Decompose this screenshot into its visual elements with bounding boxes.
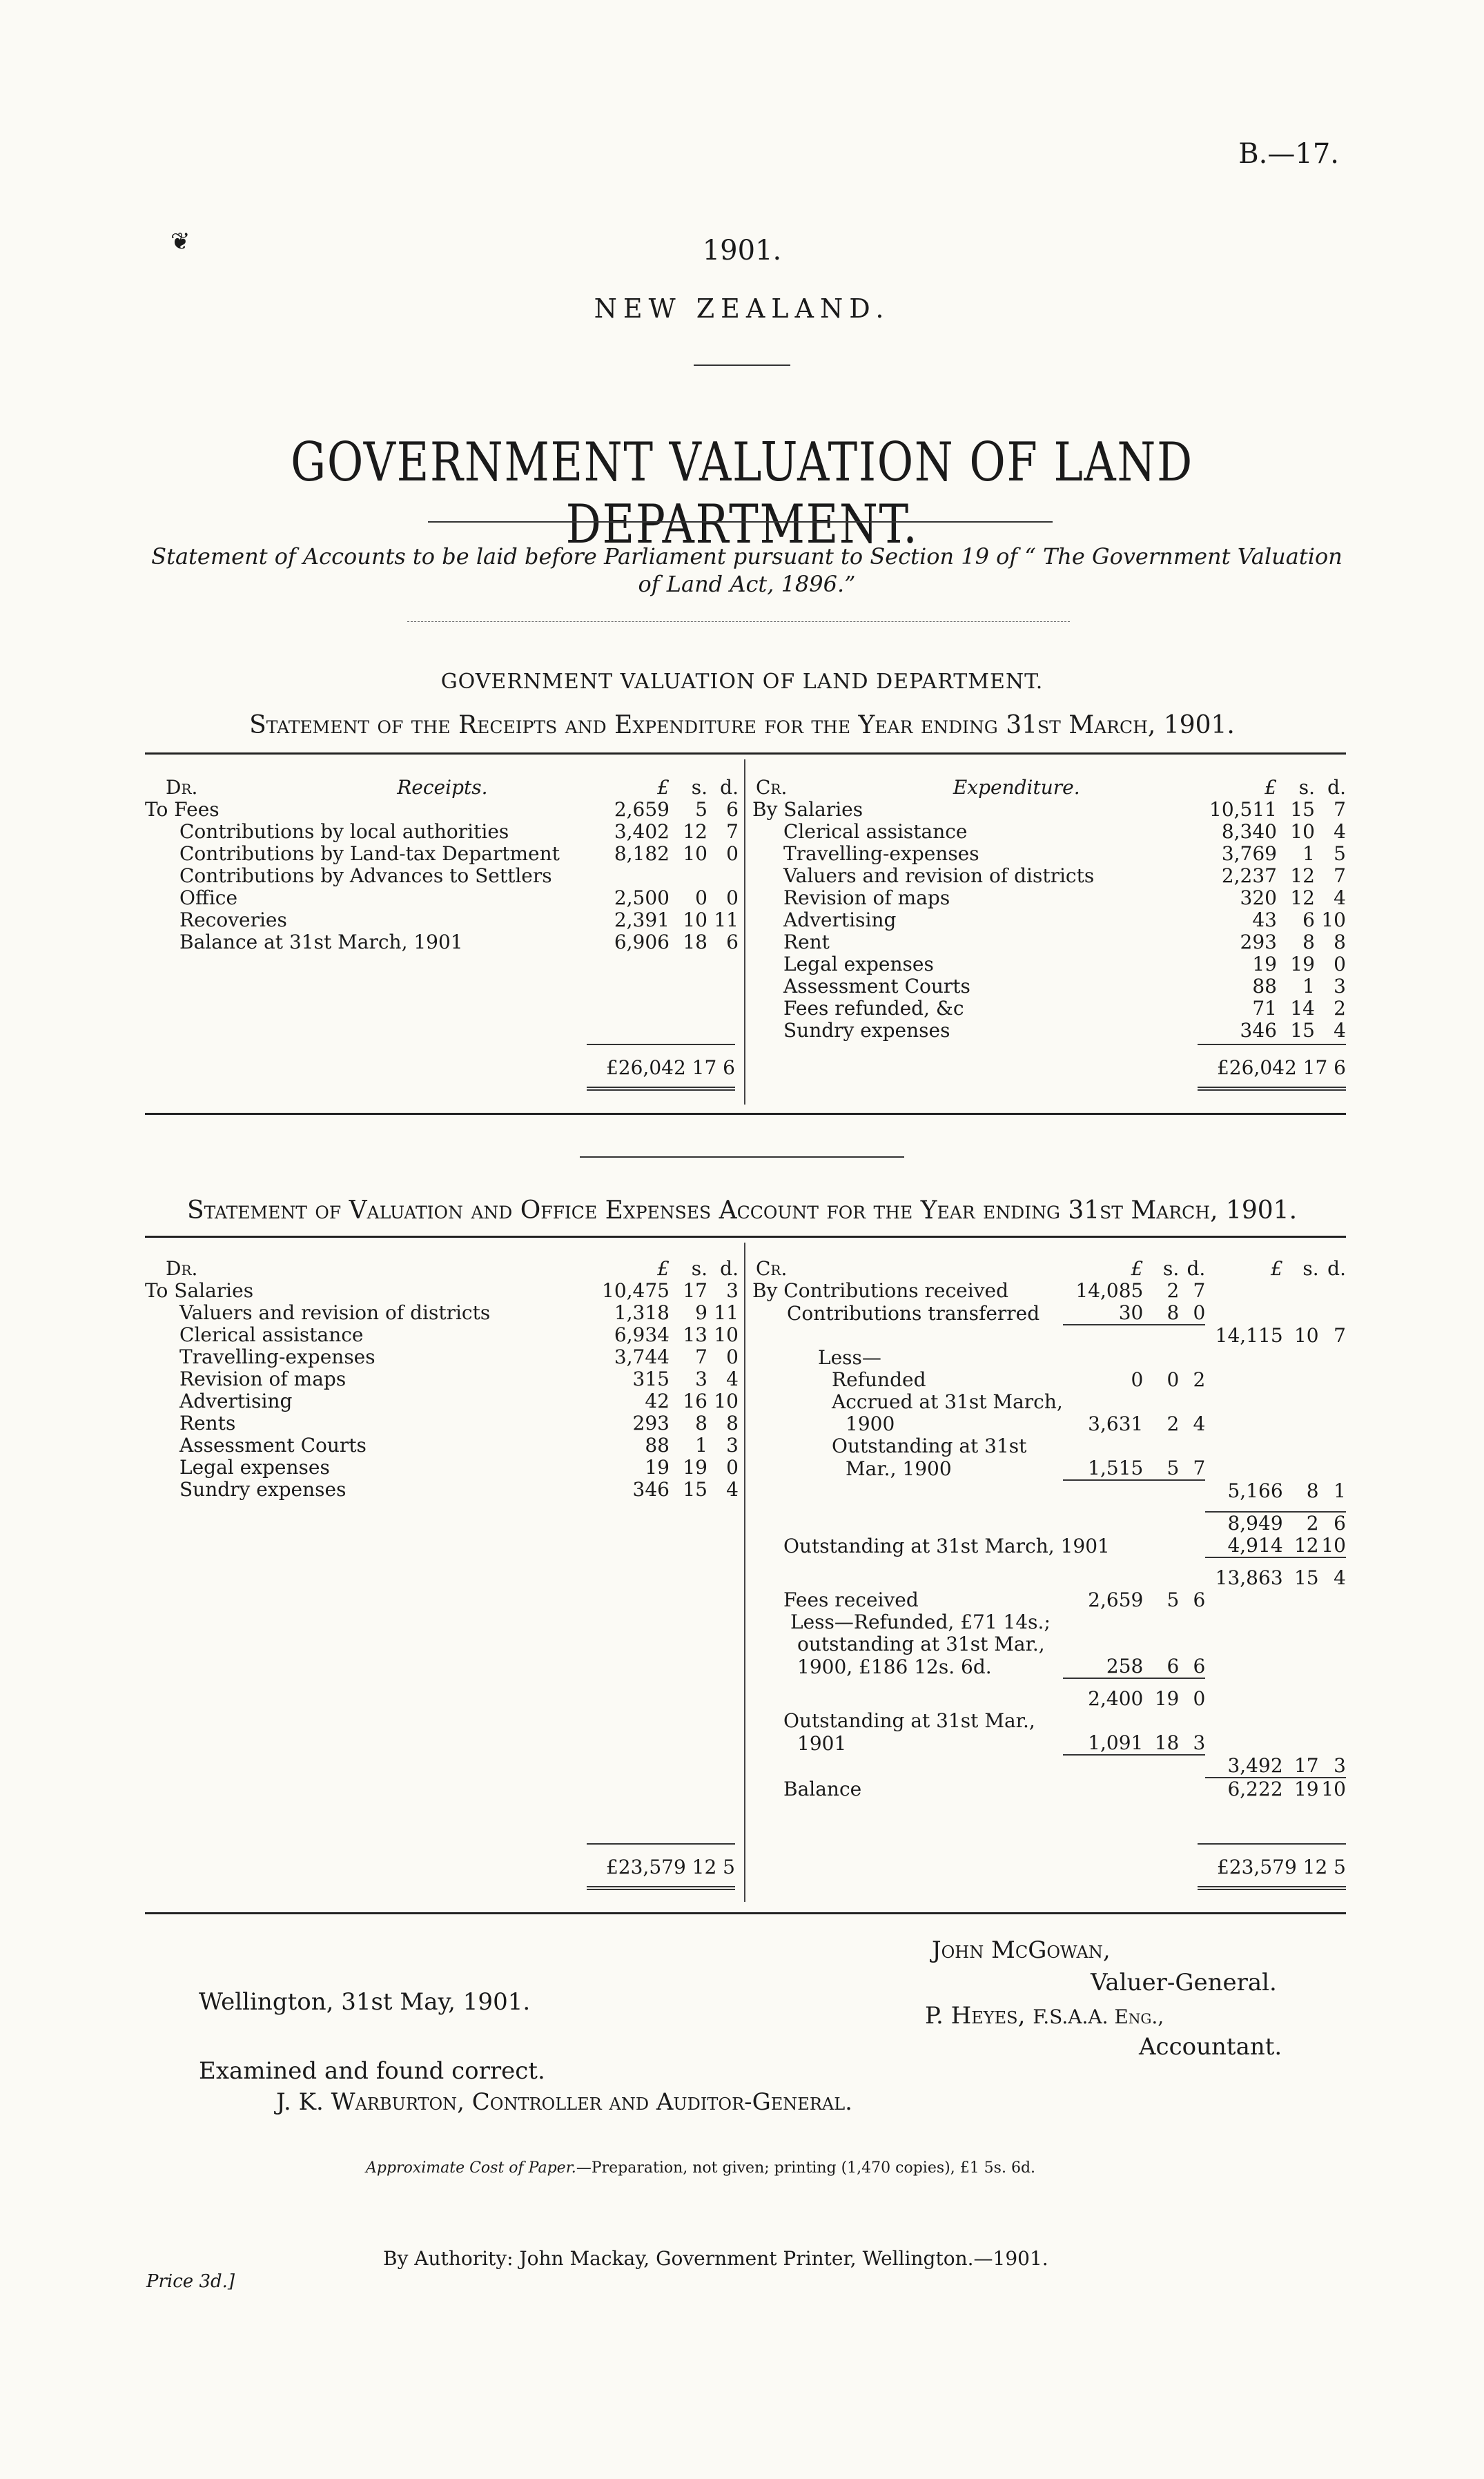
table-row: Assessment Courts 88 1 3: [179, 1434, 739, 1457]
credits-total: £23,579 12 5: [1216, 1856, 1346, 1878]
table-row: Valuers and revision of districts 1,318 9 11: [179, 1301, 739, 1324]
debits-table: Dr. £ s. d. To Salaries 10,475 17 3 Valuers and revision of districts 1,318 9 11 Clerical assistance 6,934 13 10 Travelling-expenses 3,744 7 0 Revision of maps 315 3 4 Advertising 42 16 10 Rents 293 8 8 Assessment Courts 88 1 3 Legal expenses 19 19 0 Sundry expenses 346 15 4: [145, 1257, 739, 1501]
section-heading: GOVERNMENT VALUATION OF LAND DEPARTMENT.: [440, 670, 1044, 694]
table-row: Outstanding at 31st: [832, 1435, 1027, 1457]
table-row: Mar., 1900 1,515 5 7: [846, 1457, 1206, 1480]
table-row: Clerical assistance 6,934 13 10: [179, 1323, 739, 1346]
table-row: Advertising 42 16 10: [179, 1390, 739, 1412]
table-row: Outstanding at 31st Mar.,: [783, 1709, 1035, 1732]
country: NEW ZEALAND.: [594, 293, 890, 324]
year: 1901.: [702, 235, 782, 266]
table-bottom-rule: [145, 1113, 1346, 1115]
debits-total: £23,579 12 5: [605, 1856, 735, 1878]
sum-rule: [1198, 1843, 1346, 1845]
table-row: Balance at 31st March, 1901 6,906 18 6: [179, 931, 739, 953]
table-top-rule: [145, 1236, 1346, 1238]
table-row: outstanding at 31st Mar.,: [797, 1633, 1045, 1655]
table-row: 1900 3,631 2 4: [846, 1412, 1206, 1435]
ink-mark: ❦: [170, 228, 191, 255]
sum-rule: [587, 1044, 735, 1045]
table-row: Contributions transferred 30 8 0: [787, 1301, 1206, 1325]
table-row: Revision of maps 315 3 4: [179, 1368, 739, 1390]
table-row: Legal expenses 19 19 0: [783, 953, 1346, 975]
double-rule: [1198, 1886, 1346, 1890]
statement2-heading: Statement of Valuation and Office Expenses Account for the Year ending 31st March, 1901.: [186, 1196, 1298, 1225]
table-top-rule: [145, 752, 1346, 755]
table-row: 3,492 17 3: [752, 1755, 1346, 1778]
cost-note: Approximate Cost of Paper.—Preparation, not given; printing (1,470 copies), £1 5s. 6d.: [366, 2159, 1036, 2177]
auditor: J. K. Warburton, Controller and Auditor-General.: [276, 2088, 852, 2116]
table-row: 8,949 2 6: [1227, 1512, 1346, 1535]
divider: [407, 621, 1070, 622]
cr-label: Cr.: [756, 1257, 788, 1280]
cr-label: Cr.: [756, 776, 788, 799]
table-row: Advertising 43 6 10: [783, 908, 1346, 931]
examined-note: Examined and found correct.: [199, 2057, 545, 2085]
table-row: 1901 1,091 18 3: [797, 1731, 1206, 1755]
table-row: Rents 293 8 8: [179, 1412, 739, 1435]
table-row: By Salaries 10,511 15 7: [752, 798, 1346, 821]
table-row: Fees received 2,659 5 6: [783, 1588, 1206, 1611]
table-row: Contributions by local authorities 3,402 12 7: [179, 820, 739, 843]
double-rule: [1198, 1087, 1346, 1091]
double-rule: [587, 1087, 735, 1091]
receipts-label: Receipts.: [397, 776, 488, 799]
table-row: Rent 293 8 8: [783, 931, 1346, 953]
table-row: Legal expenses 19 19 0: [179, 1456, 739, 1479]
double-rule: [587, 1886, 735, 1890]
table-row: Contributions by Advances to Settlers Office 2,500 0 0: [179, 864, 739, 909]
table-row: 14,115 10 7: [752, 1325, 1346, 1347]
table-bottom-rule: [145, 1912, 1346, 1914]
table-row: Refunded 0 0 2: [832, 1368, 1206, 1391]
sum-rule: [1198, 1044, 1346, 1045]
signatory-2-role: Accountant.: [1139, 2033, 1282, 2061]
table-row: Travelling-expenses 3,744 7 0: [179, 1345, 739, 1368]
table-row: Fees refunded, &c 71 14 2: [783, 997, 1346, 1020]
table-row: Less—: [818, 1346, 881, 1369]
table-row: To Salaries 10,475 17 3: [145, 1279, 739, 1302]
table-row: Less—Refunded, £71 14s.;: [790, 1611, 1051, 1633]
dr-label: Dr.: [166, 776, 198, 799]
place-date: Wellington, 31st May, 1901.: [199, 1988, 531, 2016]
table-row: To Fees 2,659 5 6: [145, 798, 739, 821]
receipts-total: £26,042 17 6: [605, 1056, 735, 1079]
table-row: Travelling-expenses 3,769 1 5: [783, 842, 1346, 865]
table-row: 13,863 15 4: [1215, 1566, 1346, 1589]
credits-table: Cr. £ s. d. £ s. d. By Contributions received 14,085 2 7 Contributions transferred 30 8 0 14,115 10 7 Less— Refunded 0 0 2 Accrued at 31st March, 1900 3,631 2 4 Outstanding at 31st Mar., 1900 1,515 5 7 5,166 8 1 8,949 2 6 Outstanding at 31st March, 1901 4,914 12 10 13,863 15 4 Fees received 2,659 5 6 Less—Refunded, £71 14s.; outstanding at 31st Mar., 1900, £186 12s. 6d. 258 6 6 2,400 19 0 Outstanding at 31st Mar., 1901 1,091 18 3 3,492 17 3 Balance 6,222 19 10: [752, 1257, 1346, 1800]
divider: [428, 521, 1053, 523]
table-row: Valuers and revision of districts 2,237 12 7: [783, 864, 1346, 887]
column-divider: [744, 1243, 745, 1902]
signatory-2: P. Heyes, F.S.A.A. Eng.,: [925, 2002, 1164, 2030]
table-row: 1900, £186 12s. 6d. 258 6 6: [797, 1655, 1206, 1678]
table-row: Revision of maps 320 12 4: [783, 886, 1346, 909]
expenditure-label: Expenditure.: [953, 776, 1080, 799]
page-reference: B.—17.: [1238, 138, 1339, 170]
table-row: Sundry expenses 346 15 4: [179, 1478, 739, 1501]
price: Price 3d.]: [146, 2271, 235, 2292]
table-row: Balance 6,222 19 10: [783, 1778, 1346, 1800]
table-row: Assessment Courts 88 1 3: [783, 975, 1346, 998]
receipts-table: Dr. Receipts. £ s. d. To Fees 2,659 5 6 Contributions by local authorities 3,402 12 7 Contributions by Land-tax Department 8,182 10 0 Contributions by Advances to Settlers Office 2,500 0 0 Recoveries 2,391 10 11 Balance at 31st March, 1901 6,906 18 6: [145, 776, 739, 953]
column-divider: [744, 759, 745, 1105]
dr-label: Dr.: [166, 1257, 198, 1280]
statement1-heading: Statement of the Receipts and Expenditure for the Year ending 31st March, 1901.: [249, 711, 1235, 739]
sum-rule: [587, 1843, 735, 1845]
table-row: Recoveries 2,391 10 11: [179, 908, 739, 931]
divider: [694, 364, 790, 366]
divider: [580, 1156, 904, 1158]
subtitle: Statement of Accounts to be laid before Parliament pursuant to Section 19 of “ The Government Valuation of Land Act, 1896.”: [151, 543, 1343, 597]
expenditure-table: Cr. Expenditure. £ s. d. By Salaries 10,511 15 7 Clerical assistance 8,340 10 4 Travelling-expenses 3,769 1 5 Valuers and revision of districts 2,237 12 7 Revision of maps 320 12 4 Advertising 43 6 10 Rent 293 8 8 Legal expenses 19 19 0 Assessment Courts 88 1 3 Fees refunded, &c 71 14 2 Sundry expenses 346 15 4: [752, 776, 1346, 1042]
table-row: By Contributions received 14,085 2 7: [752, 1279, 1206, 1302]
main-title: GOVERNMENT VALUATION OF LAND DEPARTMENT.: [291, 431, 1193, 556]
table-row: Clerical assistance 8,340 10 4: [783, 820, 1346, 843]
signatory-1-role: Valuer-General.: [1091, 1969, 1277, 1996]
table-row: 2,400 19 0: [1088, 1687, 1206, 1710]
expenditure-total: £26,042 17 6: [1216, 1056, 1346, 1079]
table-row: Outstanding at 31st March, 1901 4,914 12 10: [783, 1534, 1346, 1557]
table-row: Sundry expenses 346 15 4: [783, 1019, 1346, 1042]
table-row: 5,166 8 1: [752, 1480, 1346, 1502]
signatory-1-name: John McGowan,: [932, 1936, 1111, 1964]
table-row: Accrued at 31st March,: [832, 1390, 1063, 1413]
table-row: Contributions by Land-tax Department 8,182 10 0: [179, 842, 739, 865]
imprint: By Authority: John Mackay, Government Printer, Wellington.—1901.: [383, 2247, 1048, 2270]
